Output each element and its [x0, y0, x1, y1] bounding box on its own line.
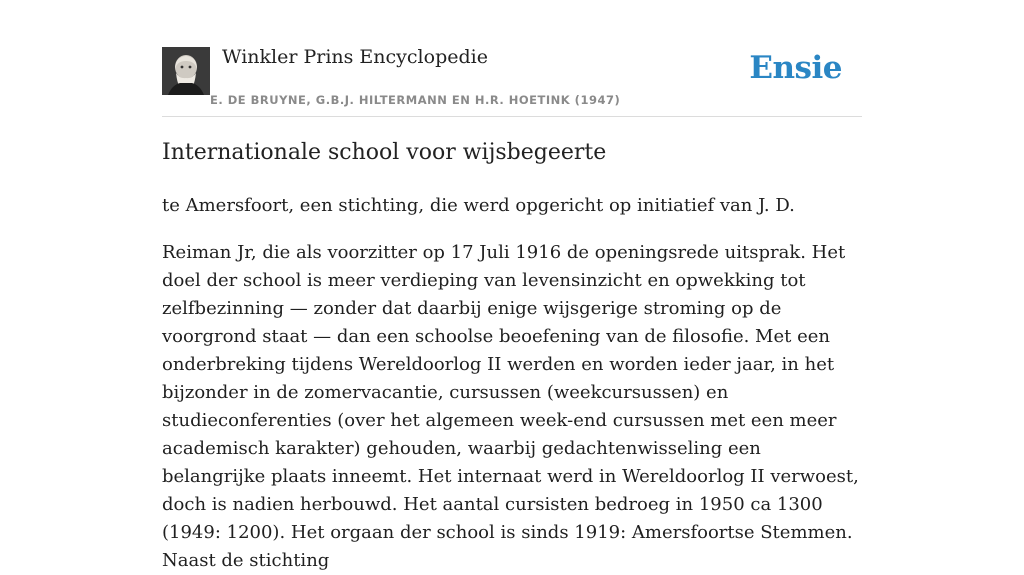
- article-paragraph-2: Reiman Jr, die als voorzitter op 17 Juli 1916 de openingsrede uitsprak. Het doel der school is meer verdieping van levensinzicht en opwekking tot zelfbezinning — zonder dat daarbij enige wijsgerige stroming op de voorgrond staat — dan een schoolse beoefening van de filosofie. Met een onderbreking tijdens Wereldoorlog II werden en worden ieder jaar, in het bijzonder in de zomervacantie, cursussen (weekcursussen) en studieconferenties (over het algemeen week-end cursussen met een meer academisch karakter) gehouden, waarbij gedachtenwisseling een belangrijke plaats inneemt. Het internaat werd in Wereldoorlog II verwoest, doch is nadien herbouwd. Het aantal cursisten bedroeg in 1950 ca 1300 (1949: 1200). Het orgaan der school is sinds 1919: Amersfoortse Stemmen. Naast de stichting: [162, 242, 859, 571]
- authors-line: E. DE BRUYNE, G.B.J. HILTERMANN EN H.R. HOETINK (1947): [210, 93, 621, 107]
- article-paragraph-1: te Amersfoort, een stichting, die werd opgericht op initiatief van J. D.: [162, 195, 795, 216]
- author-portrait-icon[interactable]: [162, 47, 210, 95]
- site-name[interactable]: Winkler Prins Encyclopedie: [222, 46, 488, 68]
- header: [162, 0, 862, 117]
- article-title: Internationale school voor wijsbegeerte: [162, 140, 607, 165]
- ensie-logo-link[interactable]: Ensie: [749, 50, 842, 86]
- page: [162, 0, 862, 571]
